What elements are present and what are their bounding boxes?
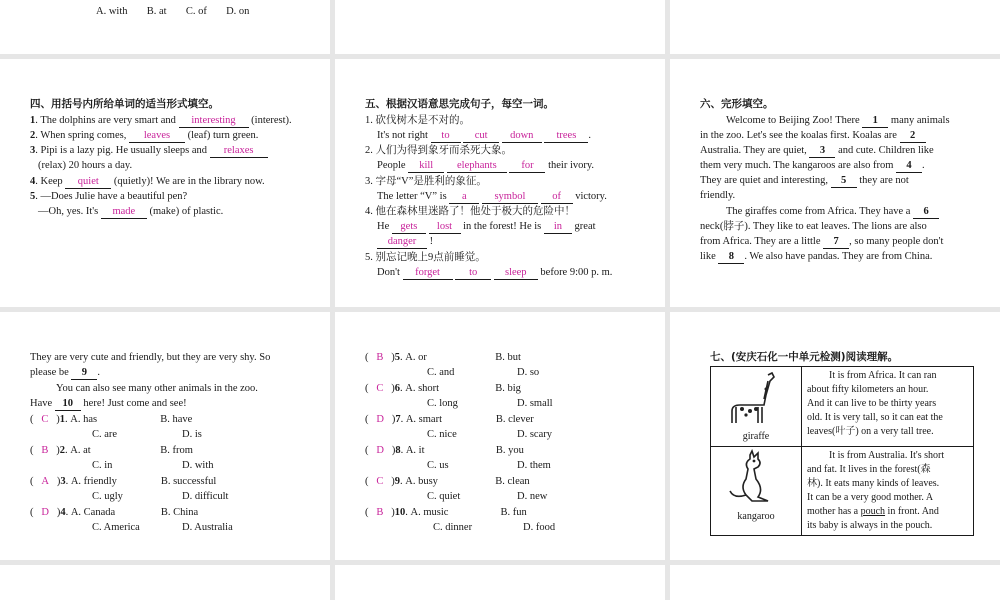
choice-question: ( B )2. A. at B. from [30, 445, 193, 456]
answer-blank: leaves [129, 129, 185, 143]
answer-blank: made [101, 205, 147, 219]
panel-section-4 [0, 59, 330, 307]
s4-item-1: 1. The dolphins are very smart and interesting (interest). [30, 115, 292, 126]
section-4-title: 四、用括号内所给单词的适当形式填空。 [30, 98, 219, 110]
choice-question: ( B )5. A. or B. but [365, 352, 521, 363]
s5-en-4-cont: danger ! [377, 234, 433, 249]
s5-cn-4: 4. 他在森林里迷路了！他处于极大的危险中！ [365, 206, 575, 217]
answer-blank: quiet [65, 175, 111, 189]
section-5-title: 五、根据汉语意思完成句子，每空一词。 [365, 98, 554, 110]
reading-table [710, 366, 974, 536]
panel-bottom-left [0, 565, 330, 600]
choice-options: C. and D. so [427, 367, 540, 378]
s5-cn-1: 1. 砍伐树木是不对的。 [365, 115, 470, 126]
kangaroo-cell: kangaroo [711, 447, 802, 536]
choice-question: ( D )4. A. Canada B. China [30, 507, 199, 518]
choice-options: C. dinner D. food [433, 522, 556, 533]
kangaroo-passage: It is from Australia. It's short and fat. It lives in the forest(森 林). It eats many kinds of leaves. It can be a very good mother. A mother has a pouch in front. And its baby is always in the pouch. [802, 447, 974, 536]
answer-blank: interesting [179, 114, 249, 128]
choice-options: C. long D. small [427, 398, 553, 409]
choice-options: C. us D. them [427, 460, 551, 471]
choice-question: ( C )1. A. has B. have [30, 414, 193, 425]
s5-en-2: People kill elephants for their ivory. [377, 160, 595, 171]
choice-options: C. quiet D. new [427, 491, 548, 502]
choice-question: ( C )6. A. short B. big [365, 383, 521, 394]
choice-options: C. nice D. scary [427, 429, 552, 440]
choice-options: C. are D. is [92, 429, 202, 440]
s4-item-4: 4. Keep quiet (quietly)! We are in the library now. [30, 176, 265, 187]
panel-section-5 [335, 59, 665, 307]
s5-cn-2: 2. 人们为得到象牙而杀死大象。 [365, 145, 512, 156]
choice-options: C. America D. Australia [92, 522, 233, 533]
s4-item-2: 2. When spring comes, leaves (leaf) turn green. [30, 130, 259, 141]
s5-en-5: Don't forget to sleep before 9:00 p. m. [377, 267, 613, 278]
option-row: A. with B. at C. of D. on [96, 6, 250, 17]
s5-en-4: He gets lost in the forest! He is in great [377, 221, 596, 232]
panel-bottom-mid [335, 565, 665, 600]
panel-top-right [670, 0, 1000, 54]
giraffe-icon [724, 369, 788, 425]
giraffe-cell: giraffe [711, 367, 802, 447]
choice-question: ( D )8. A. it B. you [365, 445, 524, 456]
answer-blank: relaxes [210, 144, 268, 158]
section-6-title: 六、完形填空。 [700, 98, 774, 110]
panel-choices-left: They are very cute and friendly, but they are very shy. So please be 9 . You can also see many other animals in the zoo. Have 10 here! Just come and see! ( C )1. A. has B. have C. are D. is ( B )2. A. at B. from C. in D. with ( A )3. A. friendly B. successful C. ugly D. difficult ( D )4. A. Canada B. China C. America D. Australia [0, 312, 330, 560]
choice-options: C. in D. with [92, 460, 214, 471]
choice-question: ( D )7. A. smart B. clever [365, 414, 534, 425]
kangaroo-icon [724, 449, 788, 505]
panel-choices-mid [335, 312, 665, 560]
panel-section-7 [670, 312, 1000, 560]
panel-top-left [0, 0, 330, 54]
s4-item-5: 5. —Does Julie have a beautiful pen? [30, 191, 188, 202]
s4-item-3-cont: (relax) 20 hours a day. [38, 160, 133, 171]
choice-question: ( A )3. A. friendly B. successful [30, 476, 217, 487]
s4-item-5-reply: —Oh, yes. It's made (make) of plastic. [38, 206, 224, 217]
s5-en-1: It's not right to cut down trees . [377, 130, 592, 141]
choice-question: ( B )10. A. music B. fun [365, 507, 527, 518]
section-7-title: 七、(安庆石化一中单元检测)阅读理解。 [710, 351, 899, 363]
s5-en-3: The letter “V” is a symbol of victory. [377, 191, 607, 202]
s5-cn-5: 5. 别忘记晚上9点前睡觉。 [365, 252, 486, 263]
s5-cn-3: 3. 字母“V”是胜利的象征。 [365, 176, 487, 187]
s4-item-3: 3. Pipi is a lazy pig. He usually sleeps and relaxes [30, 143, 268, 158]
choice-options: C. ugly D. difficult [92, 491, 229, 502]
panel-bottom-right [670, 565, 1000, 600]
panel-top-mid [335, 0, 665, 54]
giraffe-passage: It is from Africa. It can ran about fifty kilometers an hour. And it can live to be thirty years old. It is very tall, so it can eat the leaves(叶子) on a very tall tree. [802, 367, 974, 447]
choice-question: ( C )9. A. busy B. clean [365, 476, 530, 487]
panel-section-6: 六、完形填空。 Welcome to Beijing Zoo! There 1 many animals in the zoo. Let's see the koalas first. Koalas are 2 Australia. They are quiet, 3 and cute. Children like them very much. The kangaroos are also from 4 . They are quiet and interesting, 5 they are not friendly. The giraffes come from Africa. They have a 6 neck(脖子). They like to eat leaves. The lions are also from Africa. They are a little 7 , so many people don't like 8 . We also have pandas. They are from China. [670, 59, 1000, 307]
